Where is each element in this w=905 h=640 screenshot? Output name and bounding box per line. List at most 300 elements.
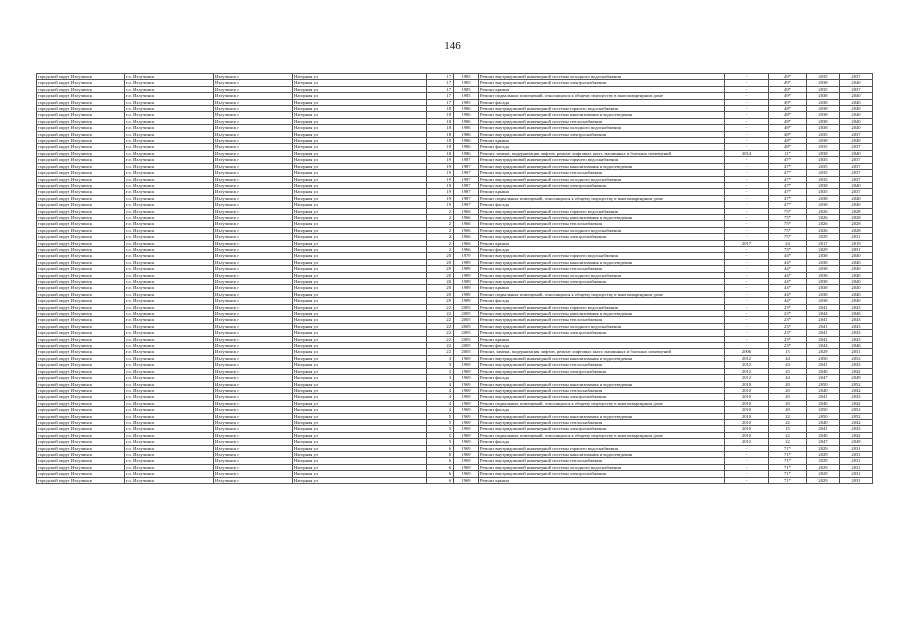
street-cell: Нагорная ул: [293, 99, 427, 105]
plan-end-cell: 2028: [840, 221, 873, 227]
year-built-cell: 1969: [454, 413, 479, 419]
house-number-cell: 4: [427, 400, 454, 406]
house-number-cell: 6: [427, 477, 454, 483]
last-repair-year-cell: -: [725, 253, 769, 259]
settlement-cell: Излучинск г: [214, 471, 293, 477]
district-cell: г.о. Излучинск: [125, 375, 214, 381]
settlement-cell: Излучинск г: [214, 439, 293, 445]
last-repair-year-cell: -: [725, 464, 769, 470]
plan-end-cell: 2031: [840, 477, 873, 483]
work-type-cell: Ремонт внутридомовой инженерной системы теплоснабжения: [479, 317, 725, 323]
wear-percent-cell: 44*: [769, 259, 807, 265]
settlement-cell: Излучинск г: [214, 311, 293, 317]
plan-end-cell: 2040: [840, 272, 873, 278]
district-cell: г.о. Излучинск: [125, 304, 214, 310]
wear-percent-cell: 23*: [769, 311, 807, 317]
work-type-cell: Ремонт внутридомовой инженерной системы электроснабжения: [479, 330, 725, 336]
settlement-cell: Излучинск г: [214, 227, 293, 233]
street-cell: Нагорная ул: [293, 112, 427, 118]
house-number-cell: 4: [427, 407, 454, 413]
district-cell: г.о. Излучинск: [125, 464, 214, 470]
wear-percent-cell: 48*: [769, 131, 807, 137]
plan-end-cell: 2042: [840, 368, 873, 374]
year-built-cell: 2005: [454, 304, 479, 310]
last-repair-year-cell: -: [725, 272, 769, 278]
plan-end-cell: 2043: [840, 317, 873, 323]
settlement-cell: Излучинск г: [214, 144, 293, 150]
street-cell: Нагорная ул: [293, 221, 427, 227]
plan-end-cell: 2037: [840, 74, 873, 80]
wear-percent-cell: 20: [769, 387, 807, 393]
house-number-cell: 19: [427, 189, 454, 195]
last-repair-year-cell: -: [725, 112, 769, 118]
plan-start-cell: 2044: [807, 343, 840, 349]
plan-end-cell: 2037: [840, 170, 873, 176]
plan-start-cell: 2035: [807, 86, 840, 92]
last-repair-year-cell: 2010: [725, 432, 769, 438]
municipality-cell: городской округ Излучинск: [37, 189, 125, 195]
work-type-cell: Ремонт внутридомовой инженерной системы канализования и водоотведения: [479, 413, 725, 419]
street-cell: Нагорная ул: [293, 381, 427, 387]
wear-percent-cell: 44: [769, 355, 807, 361]
settlement-cell: Излучинск г: [214, 426, 293, 432]
plan-start-cell: 2041: [807, 304, 840, 310]
year-built-cell: 1986: [454, 144, 479, 150]
wear-percent-cell: 20: [769, 381, 807, 387]
settlement-cell: Излучинск г: [214, 387, 293, 393]
district-cell: г.о. Излучинск: [125, 99, 214, 105]
last-repair-year-cell: 2012: [725, 355, 769, 361]
year-built-cell: 1969: [454, 381, 479, 387]
house-number-cell: 22: [427, 304, 454, 310]
district-cell: г.о. Излучинск: [125, 234, 214, 240]
plan-start-cell: 2029: [807, 464, 840, 470]
year-built-cell: 1986: [454, 112, 479, 118]
house-number-cell: 19: [427, 163, 454, 169]
plan-end-cell: 2043: [840, 323, 873, 329]
plan-start-cell: 2041: [807, 426, 840, 432]
street-cell: Нагорная ул: [293, 259, 427, 265]
municipality-cell: городской округ Излучинск: [37, 74, 125, 80]
last-repair-year-cell: -: [725, 202, 769, 208]
wear-percent-cell: 49*: [769, 86, 807, 92]
work-type-cell: Ремонт подвальных помещений, относящихся к общему имуществу в многоквартирном доме: [479, 291, 725, 297]
plan-start-cell: 2041: [807, 394, 840, 400]
wear-percent-cell: 44*: [769, 279, 807, 285]
year-built-cell: 1987: [454, 182, 479, 188]
plan-end-cell: 2037: [840, 163, 873, 169]
work-type-cell: Ремонт внутридомовой инженерной системы теплоснабжения: [479, 419, 725, 425]
settlement-cell: Излучинск г: [214, 323, 293, 329]
district-cell: г.о. Излучинск: [125, 285, 214, 291]
house-number-cell: 20: [427, 259, 454, 265]
work-type-cell: Ремонт подвальных помещений, относящихся к общему имуществу в многоквартирном доме: [479, 432, 725, 438]
settlement-cell: Излучинск г: [214, 253, 293, 259]
street-cell: Нагорная ул: [293, 182, 427, 188]
house-number-cell: 4: [427, 381, 454, 387]
street-cell: Нагорная ул: [293, 189, 427, 195]
street-cell: Нагорная ул: [293, 471, 427, 477]
municipality-cell: городской округ Излучинск: [37, 394, 125, 400]
plan-end-cell: 2040: [840, 253, 873, 259]
house-number-cell: 4: [427, 387, 454, 393]
house-number-cell: 4: [427, 394, 454, 400]
work-type-cell: Ремонт фасада: [479, 144, 725, 150]
plan-end-cell: 2031: [840, 246, 873, 252]
work-type-cell: Ремонт внутридомовой инженерной системы электроснабжения: [479, 368, 725, 374]
year-built-cell: 1969: [454, 458, 479, 464]
district-cell: г.о. Излучинск: [125, 458, 214, 464]
last-repair-year-cell: -: [725, 317, 769, 323]
year-built-cell: 2005: [454, 349, 479, 355]
street-cell: Нагорная ул: [293, 458, 427, 464]
house-number-cell: 18: [427, 118, 454, 124]
municipality-cell: городской округ Излучинск: [37, 112, 125, 118]
settlement-cell: Излучинск г: [214, 394, 293, 400]
plan-end-cell: 2040: [840, 202, 873, 208]
plan-start-cell: 2041: [807, 323, 840, 329]
plan-start-cell: 2050: [807, 355, 840, 361]
municipality-cell: городской округ Излучинск: [37, 157, 125, 163]
district-cell: г.о. Излучинск: [125, 125, 214, 131]
district-cell: г.о. Излучинск: [125, 176, 214, 182]
work-type-cell: Ремонт фасада: [479, 343, 725, 349]
year-built-cell: 2005: [454, 330, 479, 336]
wear-percent-cell: 71*: [769, 464, 807, 470]
municipality-cell: городской округ Излучинск: [37, 349, 125, 355]
municipality-cell: городской округ Излучинск: [37, 125, 125, 131]
year-built-cell: 1969: [454, 439, 479, 445]
street-cell: Нагорная ул: [293, 86, 427, 92]
year-built-cell: 1986: [454, 150, 479, 156]
wear-percent-cell: 49*: [769, 80, 807, 86]
street-cell: Нагорная ул: [293, 304, 427, 310]
plan-end-cell: 2043: [840, 426, 873, 432]
work-type-cell: Ремонт внутридомовой инженерной системы канализования и водоотведения: [479, 112, 725, 118]
house-number-cell: 20: [427, 285, 454, 291]
house-number-cell: 22: [427, 336, 454, 342]
year-built-cell: 1969: [454, 375, 479, 381]
district-cell: г.о. Излучинск: [125, 182, 214, 188]
year-built-cell: 1969: [454, 394, 479, 400]
plan-end-cell: 2031: [840, 451, 873, 457]
last-repair-year-cell: 2014: [725, 150, 769, 156]
district-cell: г.о. Излучинск: [125, 157, 214, 163]
district-cell: г.о. Излучинск: [125, 279, 214, 285]
plan-start-cell: 2041: [807, 317, 840, 323]
street-cell: Нагорная ул: [293, 387, 427, 393]
settlement-cell: Излучинск г: [214, 407, 293, 413]
work-type-cell: Ремонт внутридомовой инженерной системы горячего водоснабжения: [479, 253, 725, 259]
plan-end-cell: 2037: [840, 157, 873, 163]
year-built-cell: 1987: [454, 202, 479, 208]
municipality-cell: городской округ Излучинск: [37, 208, 125, 214]
street-cell: Нагорная ул: [293, 445, 427, 451]
settlement-cell: Излучинск г: [214, 74, 293, 80]
settlement-cell: Излучинск г: [214, 208, 293, 214]
plan-end-cell: 2049: [840, 439, 873, 445]
street-cell: Нагорная ул: [293, 368, 427, 374]
municipality-cell: городской округ Излучинск: [37, 343, 125, 349]
year-built-cell: 1966: [454, 234, 479, 240]
year-built-cell: 1985: [454, 80, 479, 86]
plan-end-cell: 2031: [840, 471, 873, 477]
work-type-cell: Ремонт фасада: [479, 246, 725, 252]
plan-start-cell: 2038: [807, 150, 840, 156]
plan-start-cell: 2038: [807, 138, 840, 144]
year-built-cell: 1966: [454, 221, 479, 227]
settlement-cell: Излучинск г: [214, 163, 293, 169]
last-repair-year-cell: -: [725, 157, 769, 163]
municipality-cell: городской округ Излучинск: [37, 221, 125, 227]
plan-start-cell: 2040: [807, 387, 840, 393]
settlement-cell: Излучинск г: [214, 150, 293, 156]
wear-percent-cell: 71*: [769, 471, 807, 477]
district-cell: г.о. Излучинск: [125, 368, 214, 374]
street-cell: Нагорная ул: [293, 157, 427, 163]
municipality-cell: городской округ Излучинск: [37, 355, 125, 361]
house-number-cell: 22: [427, 343, 454, 349]
house-number-cell: 20: [427, 253, 454, 259]
settlement-cell: Излучинск г: [214, 458, 293, 464]
wear-percent-cell: 23*: [769, 323, 807, 329]
street-cell: Нагорная ул: [293, 394, 427, 400]
plan-end-cell: 2031: [840, 445, 873, 451]
municipality-cell: городской округ Излучинск: [37, 323, 125, 329]
plan-end-cell: 2046: [840, 343, 873, 349]
municipality-cell: городской округ Излучинск: [37, 266, 125, 272]
municipality-cell: городской округ Излучинск: [37, 214, 125, 220]
street-cell: Нагорная ул: [293, 355, 427, 361]
year-built-cell: 1987: [454, 176, 479, 182]
municipality-cell: городской округ Излучинск: [37, 426, 125, 432]
table-body: [37, 74, 873, 484]
last-repair-year-cell: -: [725, 343, 769, 349]
settlement-cell: Излучинск г: [214, 214, 293, 220]
plan-start-cell: 2029: [807, 246, 840, 252]
work-type-cell: Ремонт внутридомовой инженерной системы электроснабжения: [479, 471, 725, 477]
work-type-cell: Ремонт внутридомовой инженерной системы канализования и водоотведения: [479, 311, 725, 317]
wear-percent-cell: 44*: [769, 266, 807, 272]
plan-end-cell: 2040: [840, 298, 873, 304]
district-cell: г.о. Излучинск: [125, 106, 214, 112]
last-repair-year-cell: -: [725, 279, 769, 285]
last-repair-year-cell: 2010: [725, 394, 769, 400]
plan-end-cell: 2031: [840, 458, 873, 464]
plan-start-cell: 2017: [807, 240, 840, 246]
wear-percent-cell: 24: [769, 240, 807, 246]
work-type-cell: Ремонт внутридомовой инженерной системы электроснабжения: [479, 394, 725, 400]
house-number-cell: 18: [427, 138, 454, 144]
settlement-cell: Излучинск г: [214, 272, 293, 278]
plan-start-cell: 2029: [807, 477, 840, 483]
plan-end-cell: 2028: [840, 208, 873, 214]
house-number-cell: 20: [427, 291, 454, 297]
year-built-cell: 1987: [454, 189, 479, 195]
work-type-cell: Ремонт внутридомовой инженерной системы горячего водоснабжения: [479, 106, 725, 112]
settlement-cell: Излучинск г: [214, 451, 293, 457]
plan-end-cell: 2037: [840, 86, 873, 92]
house-number-cell: 18: [427, 144, 454, 150]
last-repair-year-cell: -: [725, 259, 769, 265]
municipality-cell: городской округ Излучинск: [37, 445, 125, 451]
year-built-cell: 1989: [454, 291, 479, 297]
plan-end-cell: 2040: [840, 138, 873, 144]
plan-start-cell: 2035: [807, 157, 840, 163]
plan-end-cell: 2043: [840, 330, 873, 336]
plan-end-cell: 2052: [840, 413, 873, 419]
wear-percent-cell: 22: [769, 413, 807, 419]
settlement-cell: Излучинск г: [214, 246, 293, 252]
wear-percent-cell: 20: [769, 400, 807, 406]
municipality-cell: городской округ Излучинск: [37, 163, 125, 169]
settlement-cell: Излучинск г: [214, 106, 293, 112]
work-type-cell: Ремонт внутридомовой инженерной системы канализования и водоотведения: [479, 259, 725, 265]
plan-start-cell: 2047: [807, 439, 840, 445]
street-cell: Нагорная ул: [293, 208, 427, 214]
plan-start-cell: 2038: [807, 279, 840, 285]
last-repair-year-cell: -: [725, 74, 769, 80]
house-number-cell: 2: [427, 214, 454, 220]
street-cell: Нагорная ул: [293, 311, 427, 317]
year-built-cell: 1989: [454, 259, 479, 265]
last-repair-year-cell: 2012: [725, 362, 769, 368]
plan-start-cell: 2038: [807, 93, 840, 99]
district-cell: г.о. Излучинск: [125, 445, 214, 451]
district-cell: г.о. Излучинск: [125, 138, 214, 144]
plan-end-cell: 2028: [840, 227, 873, 233]
settlement-cell: Излучинск г: [214, 157, 293, 163]
street-cell: Нагорная ул: [293, 400, 427, 406]
year-built-cell: 1986: [454, 106, 479, 112]
work-type-cell: Ремонт крыши: [479, 138, 725, 144]
wear-percent-cell: 23*: [769, 317, 807, 323]
district-cell: г.о. Излучинск: [125, 407, 214, 413]
street-cell: Нагорная ул: [293, 285, 427, 291]
settlement-cell: Излучинск г: [214, 182, 293, 188]
wear-percent-cell: 71*: [769, 445, 807, 451]
municipality-cell: городской округ Излучинск: [37, 176, 125, 182]
district-cell: г.о. Излучинск: [125, 413, 214, 419]
year-built-cell: 1987: [454, 163, 479, 169]
house-number-cell: 22: [427, 349, 454, 355]
plan-end-cell: 2037: [840, 176, 873, 182]
last-repair-year-cell: -: [725, 214, 769, 220]
year-built-cell: 1987: [454, 157, 479, 163]
street-cell: Нагорная ул: [293, 150, 427, 156]
settlement-cell: Излучинск г: [214, 80, 293, 86]
last-repair-year-cell: -: [725, 285, 769, 291]
municipality-cell: городской округ Излучинск: [37, 458, 125, 464]
municipality-cell: городской округ Излучинск: [37, 451, 125, 457]
street-cell: Нагорная ул: [293, 291, 427, 297]
wear-percent-cell: 71*: [769, 458, 807, 464]
work-type-cell: Ремонт крыши: [479, 86, 725, 92]
year-built-cell: 1986: [454, 118, 479, 124]
last-repair-year-cell: -: [725, 125, 769, 131]
district-cell: г.о. Излучинск: [125, 227, 214, 233]
plan-end-cell: 2043: [840, 394, 873, 400]
settlement-cell: Излучинск г: [214, 202, 293, 208]
year-built-cell: 1966: [454, 208, 479, 214]
wear-percent-cell: 47*: [769, 202, 807, 208]
last-repair-year-cell: -: [725, 170, 769, 176]
district-cell: г.о. Излучинск: [125, 387, 214, 393]
municipality-cell: городской округ Излучинск: [37, 253, 125, 259]
plan-start-cell: 2038: [807, 195, 840, 201]
year-built-cell: 1969: [454, 477, 479, 483]
settlement-cell: Излучинск г: [214, 93, 293, 99]
district-cell: г.о. Излучинск: [125, 362, 214, 368]
year-built-cell: 1985: [454, 99, 479, 105]
plan-start-cell: 2041: [807, 362, 840, 368]
street-cell: Нагорная ул: [293, 413, 427, 419]
plan-end-cell: 2042: [840, 400, 873, 406]
wear-percent-cell: 20: [769, 394, 807, 400]
municipality-cell: городской округ Излучинск: [37, 170, 125, 176]
district-cell: г.о. Излучинск: [125, 74, 214, 80]
district-cell: г.о. Излучинск: [125, 343, 214, 349]
plan-start-cell: 2038: [807, 118, 840, 124]
house-number-cell: 22: [427, 330, 454, 336]
wear-percent-cell: 75*: [769, 208, 807, 214]
wear-percent-cell: 20: [769, 407, 807, 413]
wear-percent-cell: 48*: [769, 138, 807, 144]
settlement-cell: Излучинск г: [214, 125, 293, 131]
work-type-cell: Ремонт внутридомовой инженерной системы горячего водоснабжения: [479, 445, 725, 451]
wear-percent-cell: 48*: [769, 125, 807, 131]
plan-end-cell: 2019: [840, 240, 873, 246]
street-cell: Нагорная ул: [293, 125, 427, 131]
district-cell: г.о. Излучинск: [125, 80, 214, 86]
work-type-cell: Ремонт внутридомовой инженерной системы канализования и водоотведения: [479, 355, 725, 361]
street-cell: Нагорная ул: [293, 131, 427, 137]
district-cell: г.о. Излучинск: [125, 189, 214, 195]
house-number-cell: 5: [427, 426, 454, 432]
last-repair-year-cell: 2010: [725, 426, 769, 432]
plan-start-cell: 2038: [807, 125, 840, 131]
settlement-cell: Излучинск г: [214, 413, 293, 419]
last-repair-year-cell: -: [725, 323, 769, 329]
municipality-cell: городской округ Излучинск: [37, 240, 125, 246]
district-cell: г.о. Излучинск: [125, 131, 214, 137]
settlement-cell: Излучинск г: [214, 99, 293, 105]
wear-percent-cell: 25: [769, 368, 807, 374]
district-cell: г.о. Излучинск: [125, 195, 214, 201]
street-cell: Нагорная ул: [293, 426, 427, 432]
wear-percent-cell: 44*: [769, 298, 807, 304]
district-cell: г.о. Излучинск: [125, 202, 214, 208]
plan-end-cell: 2031: [840, 349, 873, 355]
work-type-cell: Ремонт внутридомовой инженерной системы электроснабжения: [479, 279, 725, 285]
municipality-cell: городской округ Излучинск: [37, 118, 125, 124]
plan-start-cell: 2040: [807, 400, 840, 406]
last-repair-year-cell: 2012: [725, 375, 769, 381]
plan-end-cell: 2043: [840, 362, 873, 368]
house-number-cell: 19: [427, 202, 454, 208]
table-row: [37, 477, 873, 483]
work-type-cell: Ремонт внутридомовой инженерной системы холодного водоснабжения: [479, 227, 725, 233]
year-built-cell: 1966: [454, 227, 479, 233]
last-repair-year-cell: -: [725, 221, 769, 227]
settlement-cell: Излучинск г: [214, 195, 293, 201]
work-type-cell: Ремонт внутридомовой инженерной системы холодного водоснабжения: [479, 464, 725, 470]
year-built-cell: 2005: [454, 317, 479, 323]
municipality-cell: городской округ Излучинск: [37, 234, 125, 240]
plan-end-cell: 2040: [840, 93, 873, 99]
wear-percent-cell: 48*: [769, 144, 807, 150]
settlement-cell: Излучинск г: [214, 355, 293, 361]
